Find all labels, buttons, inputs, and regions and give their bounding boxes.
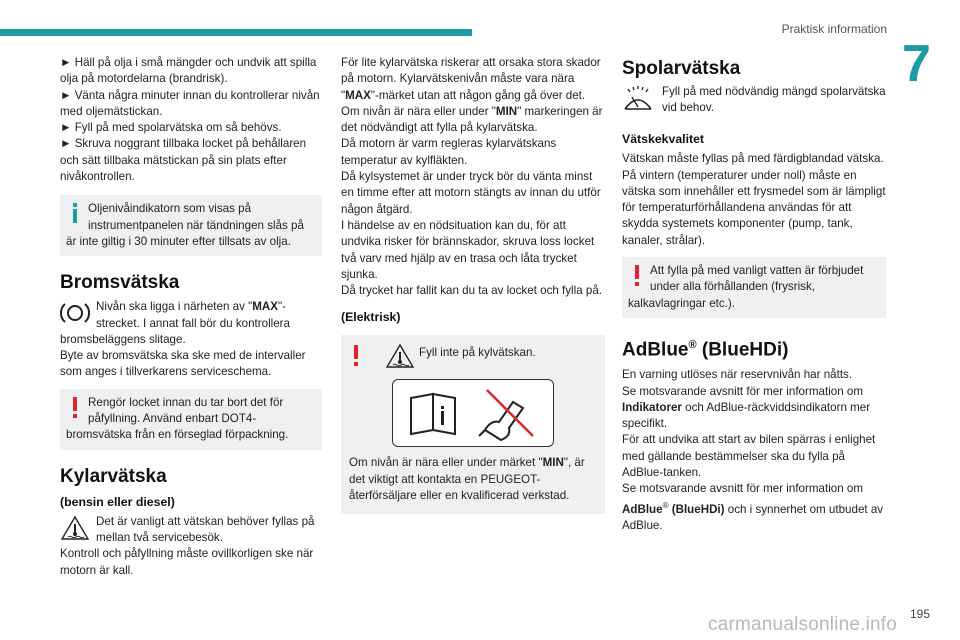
info-box-oil: [60, 195, 322, 256]
electric-warning-text: Fyll inte på kylvätskan.: [419, 346, 536, 360]
electric-min-label: MIN: [542, 456, 564, 470]
adblue-p4-ref: AdBlue: [622, 502, 663, 516]
electric-text-pre: Om nivån är nära eller under märket ": [349, 456, 543, 470]
brake-max-label: MAX: [252, 300, 278, 314]
col2-p2-pre: Om nivån är nära eller under ": [341, 104, 496, 118]
brake-warning-icon: [60, 300, 90, 331]
col2-p1-pre: För lite kylarvätska riskerar att orsaka stora skador på motorn. Kylarvätskenivån måste vara nära ": [341, 56, 601, 102]
fluid-quality-text-2: På vintern (temperaturer under noll) måste en vätska som innehåller ett frysmedel som är lämpligt för temperaturförhållandena användas för att skydda systemets komponenter (pump, tank, kanaler, strålar).: [622, 168, 886, 247]
fluid-quality-text: Vätskan måste fyllas på med färdigblandad vätska.: [622, 152, 884, 166]
washer-fluid-heading: Spolarvätska: [622, 58, 741, 79]
coolant-heading: Kylarvätska: [60, 465, 167, 487]
column-3: [622, 55, 886, 534]
adblue-p1: En varning utlöses när reservnivån har nåtts.: [622, 368, 853, 382]
info-icon: [70, 203, 80, 228]
col2-p2-post: " markeringen är det nödvändigt att fylla på kylarvätska.: [341, 104, 603, 135]
warning-icon: [632, 265, 642, 292]
col2-p6: Då trycket har fallit kan du ta av locket och fylla på.: [341, 284, 602, 298]
warning-icon: [351, 345, 361, 372]
washer-text: Fyll på med nödvändig mängd spolarvätska vid behov.: [662, 85, 886, 115]
fluid-quality-heading: Vätskekvalitet: [622, 132, 705, 147]
adblue-title: AdBlue: [622, 339, 689, 361]
adblue-p2-pre: Se motsvarande avsnitt för mer information om: [622, 384, 863, 398]
manual-and-no-fill-figure: [392, 379, 554, 447]
manual-book-icon: [411, 394, 455, 434]
adblue-heading: [622, 334, 886, 361]
col2-p1-post: "-märket utan att någon gång gå över det.: [370, 88, 586, 102]
bullet-4: ► Skruva noggrant tillbaka locket på behållaren och sätt tillbaka mätstickan på sin plats efter nivåkontrollen.: [60, 137, 307, 184]
electric-heading: (Elektrisk): [341, 310, 401, 325]
column-2: [341, 55, 605, 514]
brake-text-2: Byte av bromsvätska ska ske med de intervaller som anges i tillverkarens serviceschema.: [60, 349, 306, 379]
page-number: 195: [909, 607, 930, 621]
warning-box-brake: [60, 389, 322, 450]
header-accent-bar: [0, 29, 472, 36]
warning-box-electric: [341, 335, 605, 514]
warning-box-washer: [622, 257, 886, 318]
coolant-text: Det är vanligt att vätskan behöver fyllas på mellan två servicebesök.: [96, 514, 315, 544]
electric-text-post: ", är det viktigt att kontakta en PEUGEOT-återförsäljare eller en kvalificerad verkstad.: [349, 456, 585, 503]
brake-text-block: [60, 299, 322, 380]
adblue-title-tail: (BlueHDi): [696, 339, 789, 361]
col2-p2-min: MIN: [495, 104, 518, 118]
bullet-3: ► Fyll på med spolarvätska om så behövs.: [60, 121, 282, 135]
adblue-p2-indicators: Indikatorer: [622, 400, 682, 414]
section-header: Praktisk information: [781, 22, 887, 36]
washer-warning-text: Att fylla på med vanligt vatten är förbjudet under alla förhållanden (frysrisk, kalkavlagringar etc.).: [628, 264, 864, 310]
adblue-p4-sup: ®: [662, 500, 669, 510]
adblue-p4-pre: Se motsvarande avsnitt för mer information om: [622, 482, 863, 496]
no-fill-nozzle-icon: [479, 390, 533, 440]
washer-fluid-icon: [622, 85, 654, 118]
col2-p4: Då kylsystemet är under tryck bör du vänta minst en timme efter att motorn stängts av innan du utför någon åtgärd.: [341, 170, 601, 216]
adblue-p3: För att undvika att start av bilen spärras i enlighet med gällande bestämmelser ska du fylla på AdBlue-tanken.: [622, 433, 876, 480]
brake-text-post: "-strecket. I annat fall bör du kontrollera bromsbeläggens slitage.: [60, 300, 290, 346]
adblue-title-sup: ®: [688, 338, 697, 351]
bullet-1: ► Häll på olja i små mängder och undvik att spilla olja på motordelarna (brandrisk).: [60, 56, 317, 86]
brake-fluid-heading: Bromsvätska: [60, 272, 180, 294]
info-text: Oljenivåindikatorn som visas på instrumentpanelen när tändningen slås på är inte giltig i 30 minuter efter tillsats av olja.: [66, 202, 304, 248]
col2-p5: I händelse av en nödsituation kan du, för att undvika risker för brännskador, skruva loss locket två varv med hjälp av en trasa och låta trycket sjunka.: [341, 218, 595, 281]
coolant-text-block: [60, 514, 322, 579]
col2-p1-max: MAX: [345, 88, 371, 102]
coolant-temperature-icon: [60, 515, 90, 546]
washer-text-block: [622, 84, 886, 118]
adblue-p4-post: och i synnerhet om utbudet av AdBlue.: [622, 502, 884, 532]
adblue-p2-post: och AdBlue-räckviddsindikatorn mer specifikt.: [622, 400, 871, 431]
chapter-number: 7: [902, 35, 931, 93]
brake-text-pre: Nivån ska ligga i närheten av ": [96, 300, 253, 314]
coolant-subtitle: (bensin eller diesel): [60, 494, 175, 509]
adblue-p4-ref-2: (BlueHDi): [668, 502, 725, 516]
bullet-2: ► Vänta några minuter innan du kontrollerar nivån med oljemätstickan.: [60, 88, 320, 118]
coolant-temperature-icon: [385, 343, 415, 374]
column-1: [60, 55, 322, 579]
watermark: carmanualsonline.info: [708, 614, 898, 635]
coolant-text-2: Kontroll och påfyllning måste ovillkorligen ske när motorn är kall.: [60, 547, 314, 577]
brake-warning-text: Rengör locket innan du tar bort det för påfyllning. Använd enbart DOT4-bromsvätska från en förseglad förpackning.: [66, 395, 289, 442]
warning-icon: [70, 397, 80, 424]
col2-p3: Då motorn är varm regleras kylarvätskans temperatur av kylfläkten.: [341, 137, 557, 167]
